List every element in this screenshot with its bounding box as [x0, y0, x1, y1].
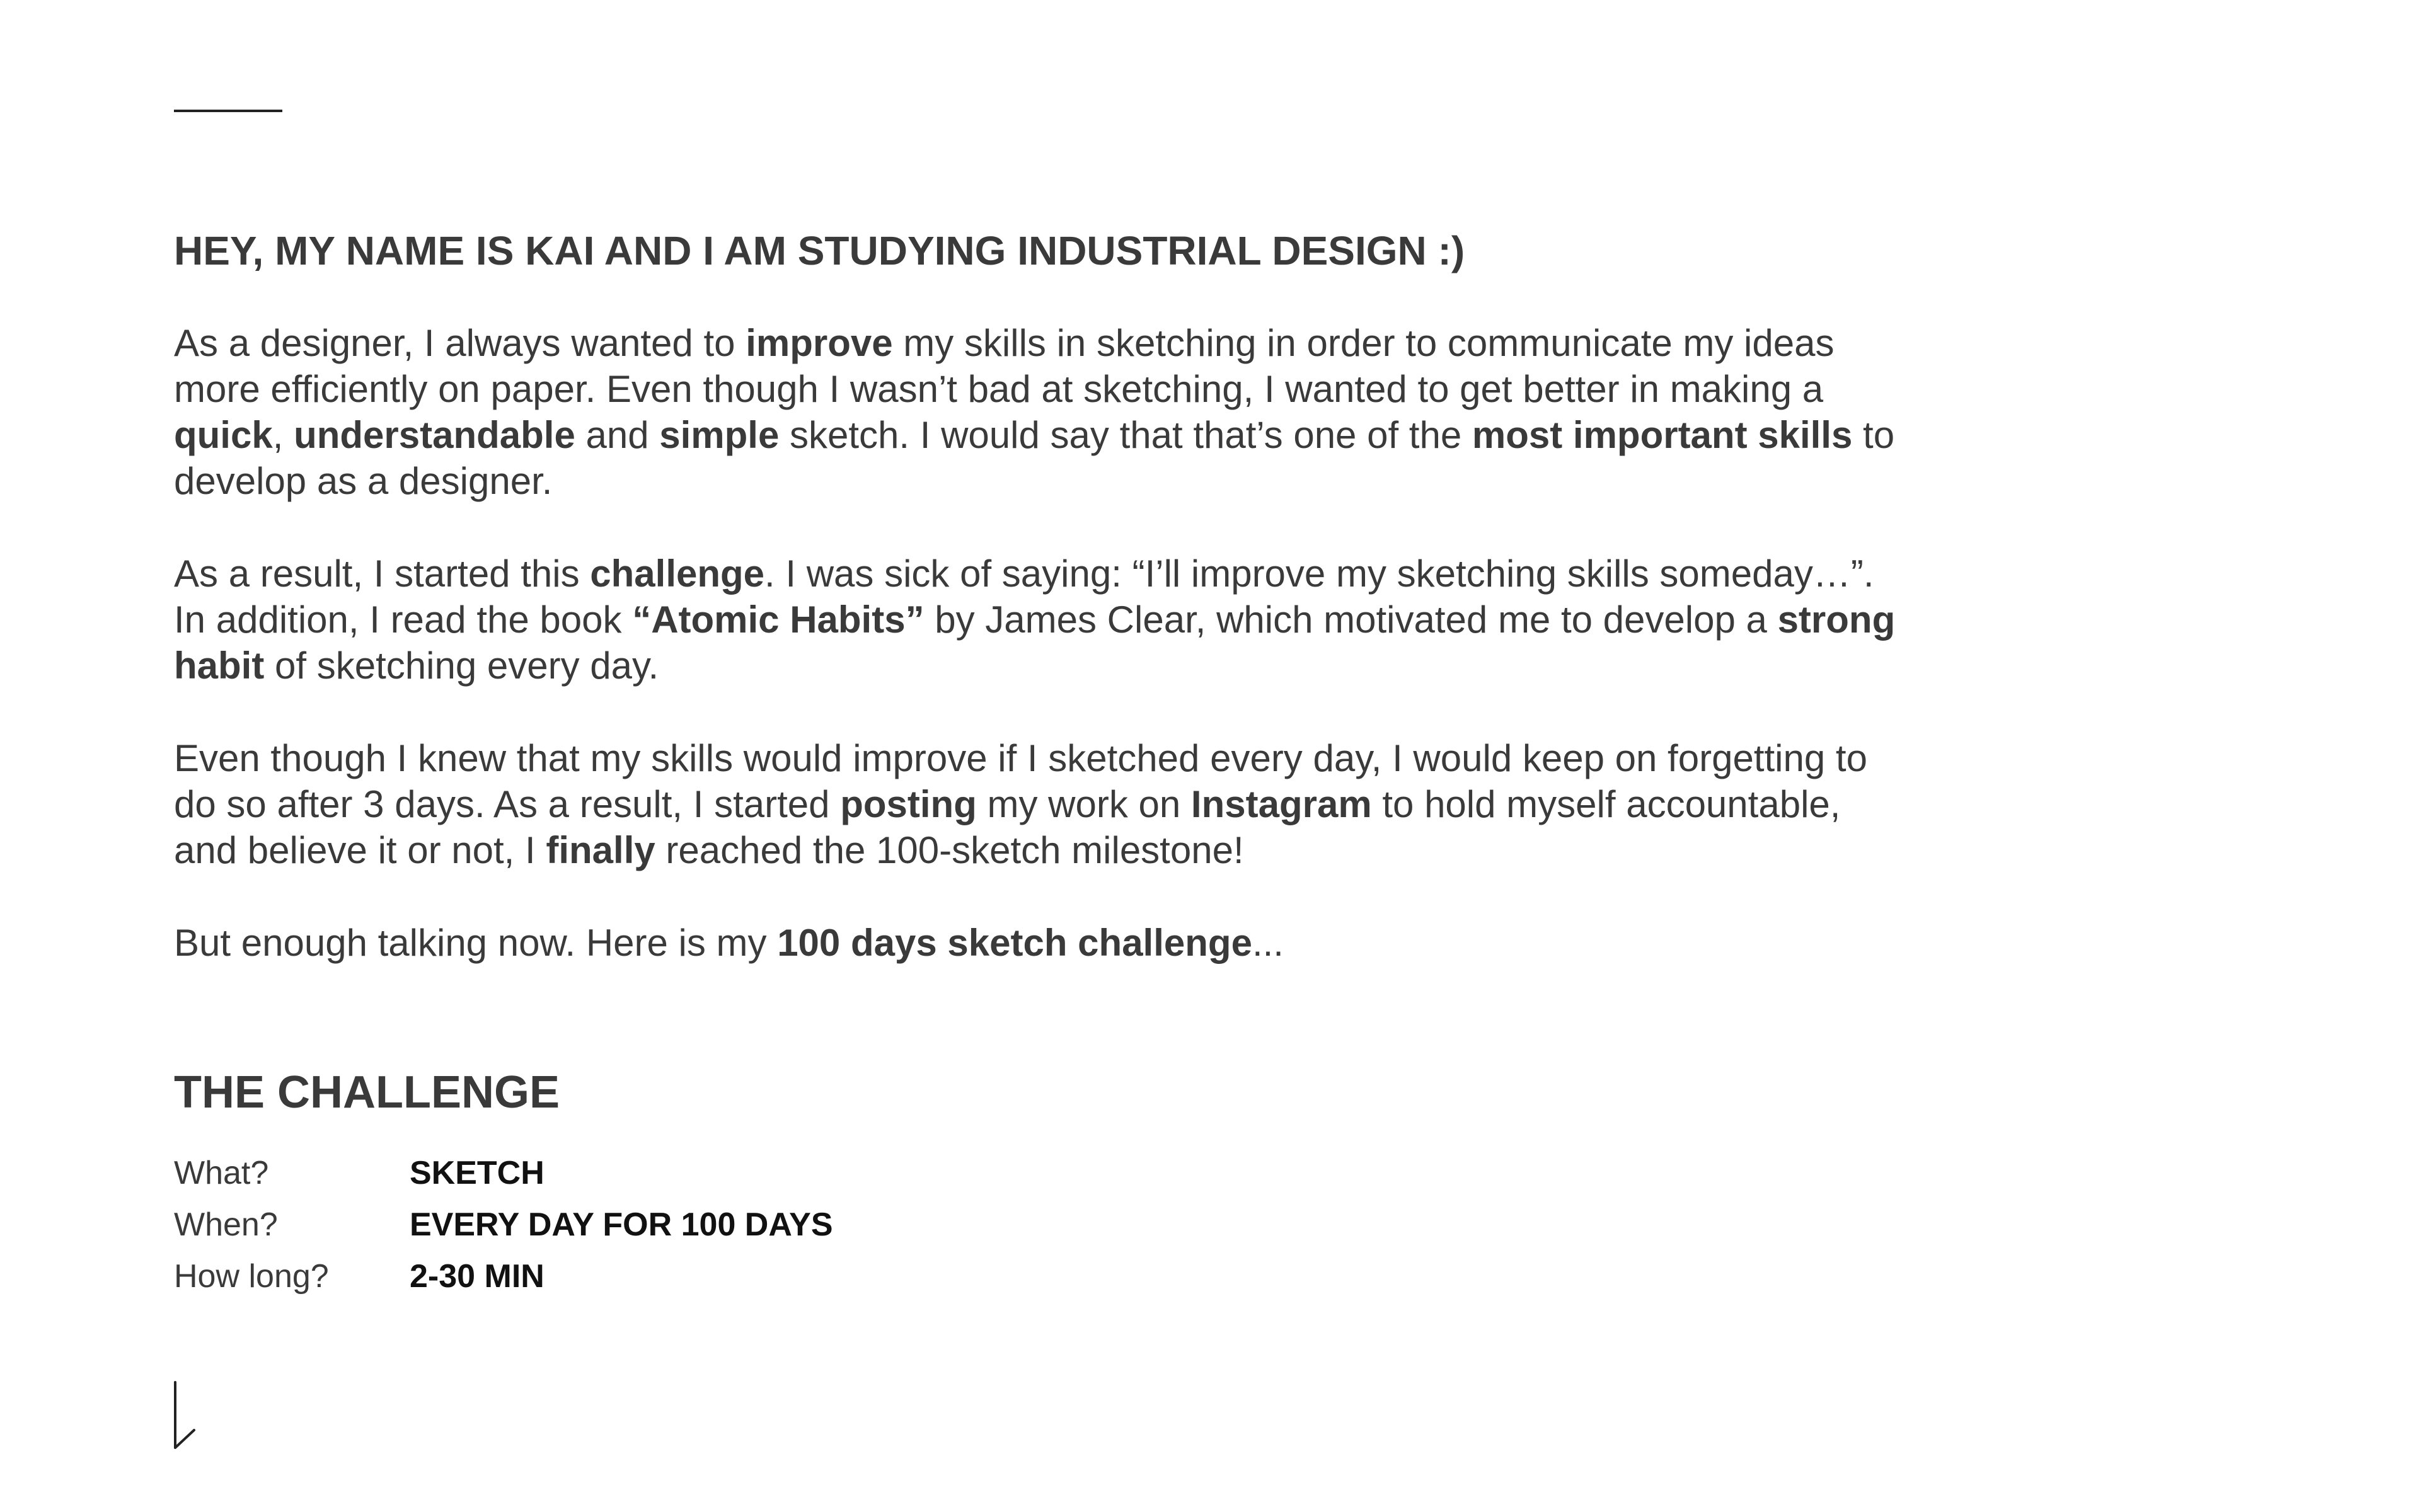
spec-label: How long?	[174, 1258, 329, 1295]
spec-value: EVERY DAY FOR 100 DAYS	[410, 1206, 833, 1243]
intro-heading: HEY, MY NAME IS KAI AND I AM STUDYING INDUSTRIAL DESIGN :)	[174, 228, 1465, 273]
spec-label: When?	[174, 1206, 278, 1243]
top-divider	[174, 110, 282, 112]
spec-value: 2-30 MIN	[410, 1258, 544, 1295]
spec-label: What?	[174, 1155, 269, 1191]
spec-value: SKETCH	[410, 1155, 544, 1191]
challenge-heading: THE CHALLENGE	[174, 1067, 560, 1118]
down-arrow-icon	[168, 1380, 205, 1455]
intro-paragraph-3: Even though I knew that my skills would improve if I sketched every day, I would keep on forgetting to do so after 3 days. As a result, I started posting my work on Instagram to hold myself accountable, and believe it or not, I finally reached the 100-sketch milestone!	[174, 737, 1867, 871]
intro-paragraph-4: But enough talking now. Here is my 100 days sketch challenge...	[174, 922, 1284, 964]
intro-paragraph-1: As a designer, I always wanted to improve my skills in sketching in order to communicate my ideas more efficiently on paper. Even though I wasn’t bad at sketching, I wanted to get better in making a quick, understandable and simple sketch. I would say that that’s one of the most important skills to develop as a designer.	[174, 322, 1895, 502]
intro-paragraph-2: As a result, I started this challenge. I was sick of saying: “I’ll improve my sketching skills someday…”. In addition, I read the book “Atomic Habits” by James Clear, which motivated me to develop a strong habit of sketching every day.	[174, 553, 1896, 687]
